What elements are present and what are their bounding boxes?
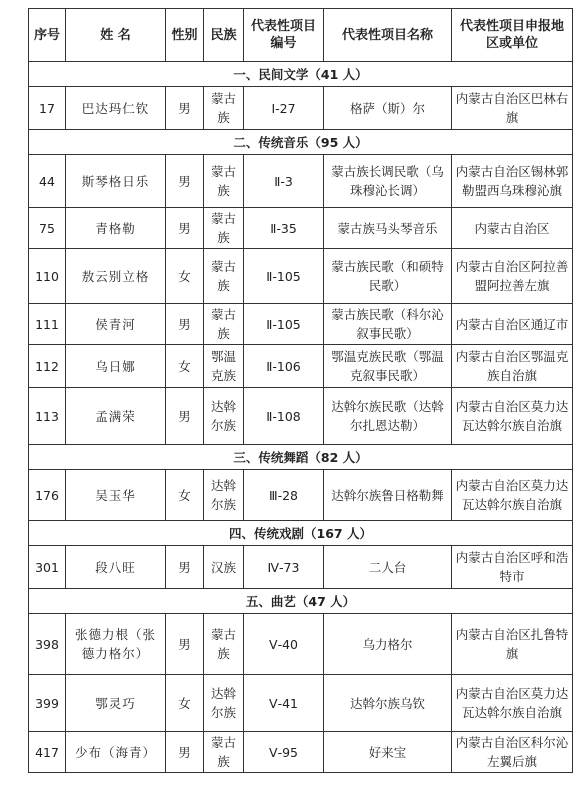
table-row [29,345,573,388]
cell-ethnicity: 蒙古族 [204,208,244,249]
cell-project: 达斡尔族鲁日格勒舞 [324,470,452,521]
table-row [29,155,573,208]
cell-name: 巴达玛仁钦 [66,87,166,130]
cell-code: Ⅰ-27 [244,87,324,130]
table-row [29,249,573,304]
cell-code: Ⅴ-95 [244,732,324,773]
cell-ethnicity: 达斡尔族 [204,388,244,445]
cell-ethnicity: 蒙古族 [204,155,244,208]
cell-gender: 女 [166,470,204,521]
cell-no: 176 [29,470,66,521]
cell-no: 399 [29,675,66,732]
header-region: 代表性项目申报地区或单位 [452,9,573,62]
cell-region: 内蒙古自治区莫力达瓦达斡尔族自治旗 [452,388,573,445]
cell-region: 内蒙古自治区呼和浩特市 [452,546,573,589]
cell-region: 内蒙古自治区莫力达瓦达斡尔族自治旗 [452,470,573,521]
cell-ethnicity: 汉族 [204,546,244,589]
section-title: 一、民间文学（41 人） [29,62,573,87]
table-row [29,208,573,249]
section-row [29,521,573,546]
cell-gender: 女 [166,345,204,388]
cell-no: 113 [29,388,66,445]
cell-code: Ⅱ-108 [244,388,324,445]
cell-no: 301 [29,546,66,589]
header-ethnicity: 民族 [204,9,244,62]
cell-project: 蒙古族民歌（和硕特民歌） [324,249,452,304]
cell-no: 417 [29,732,66,773]
cell-project: 乌力格尔 [324,614,452,675]
cell-gender: 男 [166,304,204,345]
cell-project: 达斡尔族民歌（达斡尔扎恩达勒） [324,388,452,445]
cell-name: 侯青河 [66,304,166,345]
cell-no: 17 [29,87,66,130]
cell-code: Ⅴ-40 [244,614,324,675]
cell-no: 75 [29,208,66,249]
cell-gender: 女 [166,675,204,732]
cell-ethnicity: 蒙古族 [204,304,244,345]
cell-name: 少布（海青） [66,732,166,773]
cell-ethnicity: 蒙古族 [204,614,244,675]
cell-no: 44 [29,155,66,208]
header-no: 序号 [29,9,66,62]
header-name: 姓 名 [66,9,166,62]
cell-name: 鄂灵巧 [66,675,166,732]
section-row [29,62,573,87]
cell-region: 内蒙古自治区巴林右旗 [452,87,573,130]
cell-name: 青格勒 [66,208,166,249]
section-title: 四、传统戏剧（167 人） [29,521,573,546]
table-body [29,62,573,773]
cell-code: Ⅱ-105 [244,249,324,304]
cell-code: Ⅱ-105 [244,304,324,345]
cell-name: 乌日娜 [66,345,166,388]
cell-project: 蒙古族长调民歌（乌珠穆沁长调） [324,155,452,208]
cell-code: Ⅳ-73 [244,546,324,589]
header-gender: 性别 [166,9,204,62]
cell-gender: 男 [166,87,204,130]
cell-gender: 男 [166,546,204,589]
cell-code: Ⅱ-106 [244,345,324,388]
section-row [29,445,573,470]
cell-ethnicity: 蒙古族 [204,732,244,773]
cell-project: 蒙古族民歌（科尔沁叙事民歌） [324,304,452,345]
cell-gender: 女 [166,249,204,304]
cell-project: 蒙古族马头琴音乐 [324,208,452,249]
cell-name: 敖云别立格 [66,249,166,304]
table-row [29,546,573,589]
cell-ethnicity: 达斡尔族 [204,675,244,732]
cell-no: 112 [29,345,66,388]
header-project: 代表性项目名称 [324,9,452,62]
heritage-inheritors-table [28,8,573,773]
header-code: 代表性项目编号 [244,9,324,62]
section-row [29,130,573,155]
cell-region: 内蒙古自治区科尔沁左翼后旗 [452,732,573,773]
cell-name: 斯琴格日乐 [66,155,166,208]
cell-code: Ⅲ-28 [244,470,324,521]
cell-gender: 男 [166,155,204,208]
cell-region: 内蒙古自治区通辽市 [452,304,573,345]
table-row [29,614,573,675]
table-row [29,675,573,732]
cell-project: 格萨（斯）尔 [324,87,452,130]
cell-project: 鄂温克族民歌（鄂温克叙事民歌） [324,345,452,388]
table-row [29,87,573,130]
cell-project: 达斡尔族乌钦 [324,675,452,732]
section-title: 三、传统舞蹈（82 人） [29,445,573,470]
cell-region: 内蒙古自治区鄂温克族自治旗 [452,345,573,388]
cell-project: 好来宝 [324,732,452,773]
cell-no: 398 [29,614,66,675]
cell-gender: 男 [166,208,204,249]
table-row [29,470,573,521]
cell-name: 孟满荣 [66,388,166,445]
cell-region: 内蒙古自治区阿拉善盟阿拉善左旗 [452,249,573,304]
cell-ethnicity: 蒙古族 [204,87,244,130]
cell-gender: 男 [166,388,204,445]
cell-ethnicity: 蒙古族 [204,249,244,304]
table-row [29,388,573,445]
header-row [29,9,573,62]
cell-name: 张德力根（张德力格尔） [66,614,166,675]
cell-gender: 男 [166,732,204,773]
cell-code: Ⅱ-35 [244,208,324,249]
cell-ethnicity: 达斡尔族 [204,470,244,521]
cell-no: 110 [29,249,66,304]
cell-ethnicity: 鄂温克族 [204,345,244,388]
section-row [29,589,573,614]
cell-code: Ⅴ-41 [244,675,324,732]
table-row [29,732,573,773]
table-row [29,304,573,345]
cell-region: 内蒙古自治区 [452,208,573,249]
cell-region: 内蒙古自治区锡林郭勒盟西乌珠穆沁旗 [452,155,573,208]
cell-name: 段八旺 [66,546,166,589]
section-title: 二、传统音乐（95 人） [29,130,573,155]
cell-region: 内蒙古自治区莫力达瓦达斡尔族自治旗 [452,675,573,732]
cell-name: 吴玉华 [66,470,166,521]
cell-code: Ⅱ-3 [244,155,324,208]
cell-project: 二人台 [324,546,452,589]
cell-gender: 男 [166,614,204,675]
section-title: 五、曲艺（47 人） [29,589,573,614]
cell-no: 111 [29,304,66,345]
cell-region: 内蒙古自治区扎鲁特旗 [452,614,573,675]
